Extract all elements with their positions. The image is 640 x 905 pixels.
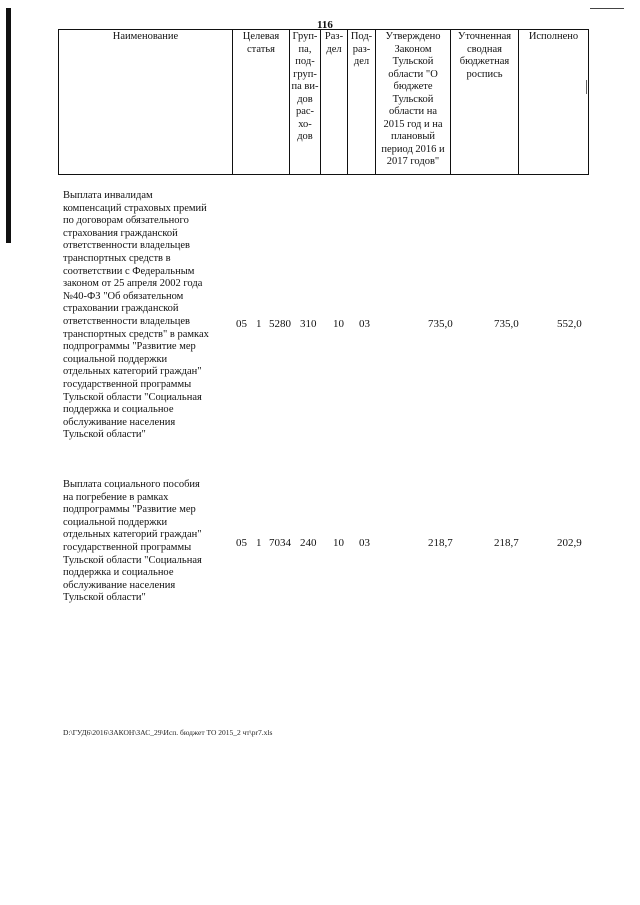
header-subsection: Под- раз- дел — [348, 30, 376, 175]
approved-amount: 735,0 — [428, 318, 453, 330]
expense-group: 240 — [300, 537, 317, 549]
file-path-footer: D:\ГУД6\2016\ЗАКОН\ЗАС_29\Исп. бюджет ТО 2015_2 чт\pr7.xls — [63, 728, 273, 737]
expense-group: 310 — [300, 318, 317, 330]
executed-amount: 202,9 — [557, 537, 582, 549]
target-program: 05 — [236, 537, 247, 549]
page-number: 116 — [317, 19, 333, 31]
scan-top-line — [590, 8, 624, 9]
target-subprogram: 1 — [256, 537, 262, 549]
target-direction: 5280 — [269, 318, 291, 330]
scan-edge-mark — [6, 8, 11, 243]
section: 10 — [333, 318, 344, 330]
table-header — [58, 29, 589, 175]
target-subprogram: 1 — [256, 318, 262, 330]
subsection: 03 — [359, 537, 370, 549]
refined-amount: 218,7 — [494, 537, 519, 549]
row-name: Выплата социального пособия на погребение в рамках подпрограммы "Развитие мер социальной поддержки отдельных категорий граждан" государственной программы Тульской области "Социальная поддержка и социальное обслуживание населения Тульской области" — [63, 479, 202, 604]
section: 10 — [333, 537, 344, 549]
header-section: Раз- дел — [321, 30, 348, 175]
target-program: 05 — [236, 318, 247, 330]
row-name: Выплата инвалидам компенсаций страховых премий по договорам обязательного страхования гражданской ответственности владельцев транспортных средств в соответствии с Федеральным законом от 25 апреля 2002 года №40-ФЗ "Об обязательном страховании гражданской ответственности владельцев транспортных средств" в рамках подпрограммы "Развитие мер социальной поддержки отдельных категорий граждан" государственной программы Тульской области "Социальная поддержка и социальное обслуживание населения Тульской области" — [63, 190, 209, 441]
header-approved: Утверждено Законом Тульской области "О бюджете Тульской области на 2015 год и на плановый период 2016 и 2017 годов" — [376, 30, 451, 175]
header-executed: Исполнено — [519, 30, 589, 175]
approved-amount: 218,7 — [428, 537, 453, 549]
header-refined: Уточненная сводная бюджетная роспись — [451, 30, 519, 175]
header-name: Наименование — [59, 30, 233, 175]
refined-amount: 735,0 — [494, 318, 519, 330]
executed-amount: 552,0 — [557, 318, 582, 330]
subsection: 03 — [359, 318, 370, 330]
target-direction: 7034 — [269, 537, 291, 549]
header-expense-group: Груп- па, под- груп- па ви- дов рас- хо- дов — [290, 30, 321, 175]
header-target-article: Целевая статья — [233, 30, 290, 175]
